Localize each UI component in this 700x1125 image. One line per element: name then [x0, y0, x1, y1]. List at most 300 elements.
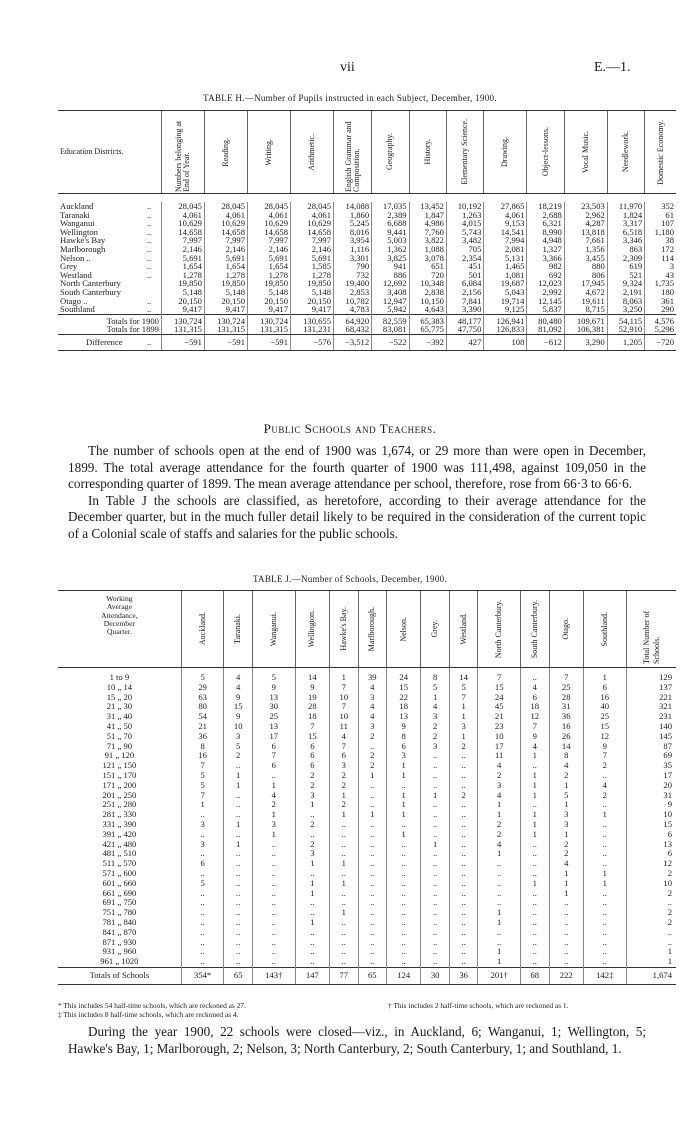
cell-value: ..	[358, 918, 386, 928]
cell-value: 6	[626, 830, 676, 840]
cell-value: 4	[549, 761, 583, 771]
cell-value: 361	[645, 297, 676, 306]
cell-value: ..	[358, 889, 386, 899]
attendance-range: 691 „ 750	[102, 897, 137, 908]
cell-value: ..	[386, 898, 420, 908]
cell-value: 4,061	[248, 211, 291, 220]
cell-value: ..	[421, 957, 449, 967]
column-header-label: Westland.	[458, 613, 468, 645]
cell-value: ..	[358, 830, 386, 840]
cell-value: 2,156	[446, 288, 483, 297]
column-header	[527, 111, 564, 194]
cell-value: ..	[521, 889, 549, 899]
leader-dots: ..	[146, 304, 152, 315]
cell-value: 5,691	[204, 254, 247, 263]
cell-value: 14,658	[291, 228, 334, 237]
cell-value: 1	[626, 947, 676, 957]
cell-value: 692	[527, 271, 564, 280]
cell-value: ..	[330, 918, 358, 928]
cell-value: 2	[626, 918, 676, 928]
cell-value: 1	[330, 791, 358, 801]
cell-value: 9,417	[161, 305, 204, 314]
cell-value: 14	[295, 668, 329, 683]
cell-value: ..	[358, 938, 386, 948]
cell-value: ..	[330, 947, 358, 957]
cell-value: 11	[478, 751, 521, 761]
column-header	[252, 591, 295, 668]
cell-value: ..	[421, 781, 449, 791]
cell-value: ..	[224, 791, 252, 801]
cell-value: 6	[330, 751, 358, 761]
cell-value: 1,263	[446, 211, 483, 220]
cell-value: ..	[358, 957, 386, 967]
cell-value: 14,658	[204, 228, 247, 237]
cell-value: 5,148	[204, 288, 247, 297]
cell-value: ..	[224, 898, 252, 908]
cell-value: 7	[549, 668, 583, 683]
cell-value: 87	[626, 742, 676, 752]
cell-value: 131,315	[248, 325, 291, 334]
cell-value: 1	[358, 810, 386, 820]
cell-value: 15	[583, 722, 626, 732]
cell-value: 2,389	[372, 211, 409, 220]
cell-value: 2,688	[527, 211, 564, 220]
cell-value: 1,116	[334, 245, 372, 254]
cell-value: 231	[626, 712, 676, 722]
cell-value: 31	[626, 791, 676, 801]
cell-value: 6,321	[527, 219, 564, 228]
cell-value: ..	[583, 849, 626, 859]
cell-value: 25	[549, 683, 583, 693]
cell-value: 3,954	[334, 236, 372, 245]
cell-value: 5	[549, 791, 583, 801]
cell-value: ..	[521, 869, 549, 879]
cell-value: ..	[421, 869, 449, 879]
attendance-row	[58, 918, 676, 928]
cell-value: 36	[549, 712, 583, 722]
cell-value: 3	[295, 849, 329, 859]
cell-value: 2,992	[527, 288, 564, 297]
column-header-label: Auckland.	[197, 612, 207, 646]
cell-value: 1	[521, 791, 549, 801]
cell-value: 4,061	[484, 211, 527, 220]
cell-value: 12,947	[372, 297, 409, 306]
cell-value: 1	[252, 810, 295, 820]
leader-dots: ..	[146, 243, 152, 254]
cell-value: 1	[521, 771, 549, 781]
cell-value: ..	[330, 898, 358, 908]
attendance-range: 931 „ 960	[102, 946, 137, 957]
cell-value: 1	[386, 800, 420, 810]
cell-value: 4,783	[334, 305, 372, 314]
cell-value: ..	[358, 898, 386, 908]
cell-value: ..	[386, 869, 420, 879]
cell-value: 2,146	[248, 245, 291, 254]
cell-value: 1	[521, 879, 549, 889]
cell-value: 7	[478, 668, 521, 683]
cell-value: ..	[449, 957, 477, 967]
cell-value: ..	[358, 869, 386, 879]
cell-value: ..	[295, 830, 329, 840]
attendance-range: 31 „ 40	[106, 711, 133, 722]
cell-value: ..	[224, 810, 252, 820]
cell-value: ..	[449, 849, 477, 859]
cell-value: 1,654	[161, 262, 204, 271]
cell-value: 221	[626, 693, 676, 703]
cell-value: 5	[181, 781, 224, 791]
attendance-range: 251 „ 280	[102, 799, 137, 810]
attendance-row	[58, 830, 676, 840]
leader-dots: ..	[146, 252, 152, 263]
cell-value: 7,997	[291, 236, 334, 245]
column-header	[564, 111, 607, 194]
cell-value: 24	[478, 693, 521, 703]
cell-value: ..	[449, 781, 477, 791]
cell-value: ..	[181, 908, 224, 918]
cell-value: 114	[645, 254, 676, 263]
cell-value: 129	[626, 668, 676, 683]
cell-value: 2	[358, 732, 386, 742]
cell-value: ..	[358, 859, 386, 869]
cell-value: ..	[358, 928, 386, 938]
difference-label: Difference	[58, 334, 145, 350]
cell-value: 2	[421, 722, 449, 732]
cell-value: 5,148	[248, 288, 291, 297]
cell-value: ..	[252, 928, 295, 938]
cell-value: 14	[549, 742, 583, 752]
attendance-range: 781 „ 840	[102, 916, 137, 927]
cell-value: ..	[330, 830, 358, 840]
cell-value: −392	[409, 334, 446, 350]
cell-value: 28,045	[291, 202, 334, 211]
cell-value: ..	[252, 918, 295, 928]
cell-value: ..	[181, 947, 224, 957]
cell-value: 10	[626, 810, 676, 820]
cell-value: 3	[449, 722, 477, 732]
cell-value: 9	[224, 712, 252, 722]
cell-value: 28	[549, 693, 583, 703]
attendance-row	[58, 928, 676, 938]
closing-text	[68, 1024, 646, 1057]
cell-value: 9	[252, 683, 295, 693]
attendance-row	[58, 938, 676, 948]
cell-value: 21	[478, 712, 521, 722]
cell-value: −720	[645, 334, 676, 350]
header-education-districts: Education Districts.	[58, 111, 161, 194]
attendance-range: 961 „ 1020	[100, 956, 139, 967]
cell-value: 9	[224, 693, 252, 703]
section-text	[68, 443, 646, 542]
cell-value: ..	[330, 938, 358, 948]
cell-value: 2,838	[409, 288, 446, 297]
cell-value: 2	[330, 771, 358, 781]
cell-value: 15	[386, 683, 420, 693]
page-number: vii	[340, 60, 355, 75]
cell-value: 30	[252, 702, 295, 712]
paragraph-1: The number of schools open at the end of 1900 was 1,674, or 29 more than were open in December, 1899. The total average attendance for the fourth quarter of 1900 was 111,498, against 109,050 in the corresponding quarter of 1899. The mean average attendance per school, therefore, rose from 66·3 to 66·6.	[68, 443, 646, 491]
cell-value: 7,997	[248, 236, 291, 245]
column-header-label: Arithmetic.	[307, 133, 317, 171]
cell-value: ..	[224, 908, 252, 918]
district-name: Grey	[60, 261, 78, 272]
cell-value: 7	[521, 722, 549, 732]
cell-value: 6	[626, 849, 676, 859]
cell-value: 3	[330, 761, 358, 771]
cell-value: 23	[478, 722, 521, 732]
cell-value: 24	[386, 668, 420, 683]
cell-value: 28	[295, 702, 329, 712]
attendance-row	[58, 732, 676, 742]
cell-value: 2,146	[291, 245, 334, 254]
column-header	[446, 111, 483, 194]
cell-value: 20	[626, 781, 676, 791]
cell-value: ..	[583, 859, 626, 869]
cell-value: 3,390	[446, 305, 483, 314]
cell-value: ..	[295, 938, 329, 948]
cell-value: 3	[295, 791, 329, 801]
cell-value: 13	[252, 722, 295, 732]
cell-value: 10	[224, 722, 252, 732]
column-header-label: Otago.	[561, 618, 571, 640]
cell-value: ..	[181, 849, 224, 859]
attendance-range: 51 „ 70	[106, 730, 133, 741]
cell-value: 2	[295, 771, 329, 781]
cell-value: 17	[626, 771, 676, 781]
cell-value: 31	[549, 702, 583, 712]
cell-value: 5	[181, 668, 224, 683]
column-header-label: Total Number of Schools.	[641, 610, 661, 664]
page-reference: E.—1.	[594, 60, 631, 75]
attendance-row	[58, 908, 676, 918]
attendance-range: 41 „ 50	[106, 720, 133, 731]
cell-value: 1	[583, 810, 626, 820]
attendance-range: 151 „ 170	[102, 769, 137, 780]
cell-value: 106,381	[564, 325, 607, 334]
cell-value: 5,003	[372, 236, 409, 245]
cell-value: 1,356	[564, 245, 607, 254]
cell-value: 40	[583, 702, 626, 712]
cell-value: 3,408	[372, 288, 409, 297]
cell-value: 17	[252, 732, 295, 742]
cell-value: ..	[421, 928, 449, 938]
cell-value: ..	[358, 840, 386, 850]
district-name: Wanganui	[60, 218, 95, 229]
cell-value: 9	[521, 732, 549, 742]
district-name: Taranaki	[60, 209, 90, 220]
cell-value: 2	[252, 800, 295, 810]
column-header-label: Domestic Economy.	[655, 119, 665, 185]
cell-value: 140	[626, 722, 676, 732]
cell-value: 1	[583, 869, 626, 879]
cell-value: 4,986	[409, 219, 446, 228]
cell-value: ..	[224, 879, 252, 889]
cell-value: 9,125	[484, 305, 527, 314]
cell-value: 3,346	[607, 236, 644, 245]
column-header	[181, 591, 224, 668]
cell-value: 8,016	[334, 228, 372, 237]
cell-value: ..	[421, 908, 449, 918]
cell-value: 4,672	[564, 288, 607, 297]
cell-value: 20,150	[291, 297, 334, 306]
cell-value: 19,611	[564, 297, 607, 306]
cell-value: 2,146	[204, 245, 247, 254]
cell-value: 131,315	[161, 325, 204, 334]
cell-value: 25	[252, 712, 295, 722]
cell-value: 1,278	[204, 271, 247, 280]
cell-value: 7,661	[564, 236, 607, 245]
attendance-row	[58, 947, 676, 957]
column-header	[549, 591, 583, 668]
cell-value: ..	[449, 840, 477, 850]
cell-value: 863	[607, 245, 644, 254]
cell-value: ..	[358, 742, 386, 752]
cell-value: 65,383	[409, 314, 446, 325]
cell-value: 222	[549, 967, 583, 984]
cell-value: ..	[449, 908, 477, 918]
cell-value: 1,205	[607, 334, 644, 350]
column-header-label: Object-lessons.	[540, 127, 550, 177]
cell-value: 1	[521, 820, 549, 830]
cell-value: ..	[181, 957, 224, 967]
cell-value: ..	[252, 840, 295, 850]
district-name: Otago ..	[60, 295, 88, 306]
cell-value: 25	[583, 712, 626, 722]
cell-value: 3,290	[564, 334, 607, 350]
cell-value: 1	[449, 732, 477, 742]
cell-value: ..	[421, 889, 449, 899]
cell-value: ..	[549, 898, 583, 908]
attendance-range: 331 „ 390	[102, 818, 137, 829]
cell-value: ..	[421, 859, 449, 869]
cell-value: 1	[421, 840, 449, 850]
cell-value: ..	[421, 849, 449, 859]
cell-value: ..	[449, 938, 477, 948]
cell-value: 15	[626, 820, 676, 830]
cell-value: 1,674	[626, 967, 676, 984]
cell-value: 5,245	[334, 219, 372, 228]
cell-value: 18	[521, 702, 549, 712]
column-header	[204, 111, 247, 194]
cell-value: ..	[252, 879, 295, 889]
attendance-row	[58, 810, 676, 820]
cell-value: 80	[181, 702, 224, 712]
attendance-range: 281 „ 330	[102, 809, 137, 820]
cell-value: ..	[252, 889, 295, 899]
leader-dots: ..	[146, 209, 152, 220]
cell-value: 1	[224, 840, 252, 850]
cell-value: ..	[358, 908, 386, 918]
attendance-range: 171 „ 200	[102, 779, 137, 790]
cell-value: ..	[386, 947, 420, 957]
cell-value: ..	[224, 947, 252, 957]
cell-value: 35	[626, 761, 676, 771]
cell-value: ..	[521, 928, 549, 938]
column-header	[386, 591, 420, 668]
cell-value: ..	[449, 889, 477, 899]
cell-value: 17,035	[372, 202, 409, 211]
cell-value: 4	[421, 702, 449, 712]
cell-value: ..	[386, 889, 420, 899]
cell-value: 1	[478, 947, 521, 957]
cell-value: 5,148	[161, 288, 204, 297]
cell-value: 29	[181, 683, 224, 693]
cell-value: 1	[386, 771, 420, 781]
cell-value: 1	[386, 830, 420, 840]
cell-value: 19,850	[248, 279, 291, 288]
cell-value: 4,061	[291, 211, 334, 220]
cell-value: 1	[358, 771, 386, 781]
cell-value: 38	[645, 236, 676, 245]
column-header	[521, 591, 549, 668]
cell-value: 16	[181, 751, 224, 761]
cell-value: ..	[224, 928, 252, 938]
cell-value: 12	[521, 712, 549, 722]
cell-value: ..	[583, 947, 626, 957]
cell-value: ..	[449, 947, 477, 957]
cell-value: 54	[181, 712, 224, 722]
cell-value: 1	[449, 712, 477, 722]
cell-value: 13	[252, 693, 295, 703]
cell-value: 8,990	[527, 228, 564, 237]
column-header	[291, 111, 334, 194]
cell-value: 10,348	[409, 279, 446, 288]
cell-value: ..	[626, 938, 676, 948]
cell-value: 108	[484, 334, 527, 350]
cell-value: 27,865	[484, 202, 527, 211]
cell-value: 142‡	[583, 967, 626, 984]
cell-value: 8	[549, 751, 583, 761]
cell-value: 9,417	[204, 305, 247, 314]
cell-value: ..	[583, 918, 626, 928]
attendance-row	[58, 791, 676, 801]
cell-value: 2,146	[161, 245, 204, 254]
cell-value: 4	[521, 742, 549, 752]
cell-value: 7	[449, 693, 477, 703]
cell-value: 4,287	[564, 219, 607, 228]
district-name: Auckland	[60, 201, 94, 211]
cell-value: 4	[358, 683, 386, 693]
cell-value: 4	[478, 840, 521, 850]
cell-value: 10	[330, 693, 358, 703]
cell-value: ..	[295, 928, 329, 938]
cell-value: 2,309	[607, 254, 644, 263]
cell-value: 5,691	[291, 254, 334, 263]
cell-value: −612	[527, 334, 564, 350]
cell-value: 130,724	[248, 314, 291, 325]
cell-value: 130,724	[161, 314, 204, 325]
cell-value: 14,088	[334, 202, 372, 211]
column-header	[626, 591, 676, 668]
attendance-row	[58, 869, 676, 879]
cell-value: ..	[224, 849, 252, 859]
cell-value: 9,417	[291, 305, 334, 314]
cell-value: ..	[181, 830, 224, 840]
cell-value: 1,654	[204, 262, 247, 271]
cell-value: 1	[295, 889, 329, 899]
column-header	[358, 591, 386, 668]
cell-value: ..	[295, 957, 329, 967]
cell-value: 2,962	[564, 211, 607, 220]
district-name: Wellington	[60, 226, 98, 237]
cell-value: 2,354	[446, 254, 483, 263]
district-name: Hawke's Bay	[60, 235, 106, 246]
cell-value: 5,691	[161, 254, 204, 263]
cell-value: ..	[386, 849, 420, 859]
cell-value: ..	[358, 800, 386, 810]
cell-value: ..	[252, 771, 295, 781]
column-header	[372, 111, 409, 194]
footnotes	[58, 1001, 676, 1019]
